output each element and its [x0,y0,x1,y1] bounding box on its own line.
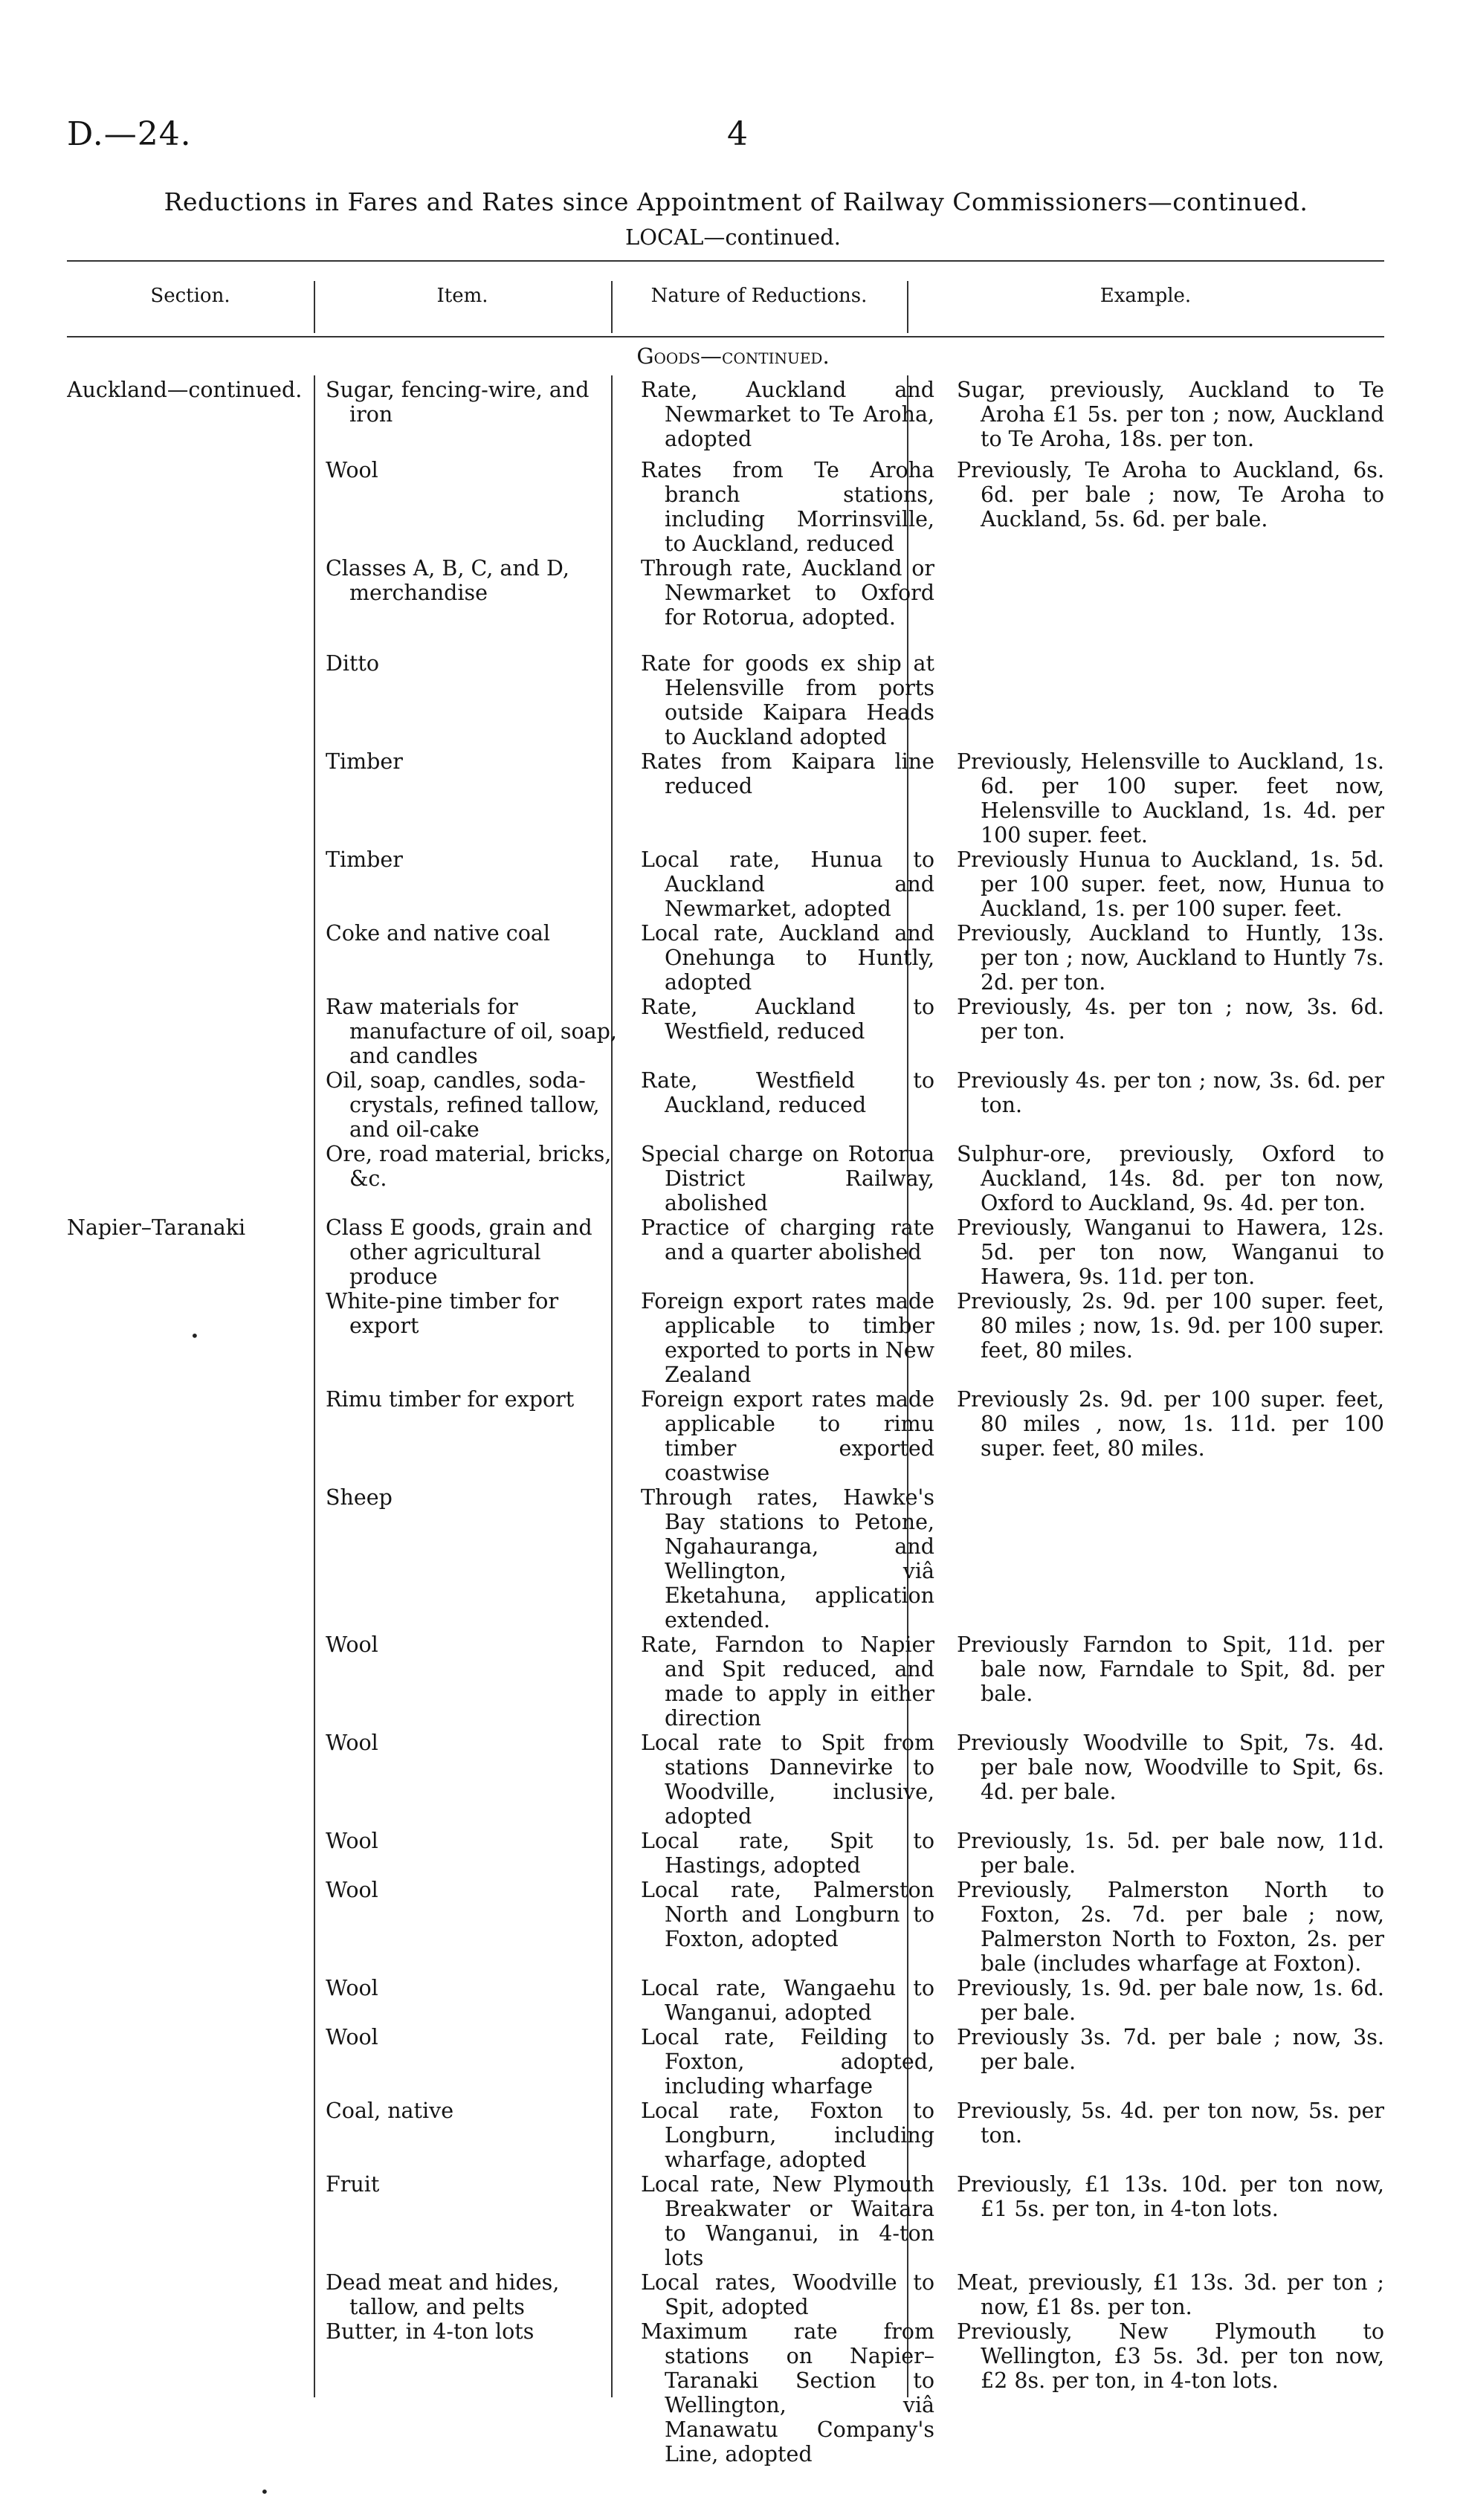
row-item-cell: Coke and native coal [326,921,550,946]
table-row [67,1829,1384,1878]
row-item-cell: Raw materials for manufacture of oil, soap, and candles [326,995,617,1068]
row-example-cell: Previously Woodville to Spit, 7s. 4d. per bale now, Woodville to Spit, 6s. 4d. per bale. [957,1731,1384,1804]
row-item-cell: Timber [326,847,403,872]
table-row [67,1731,1384,1829]
table-row [67,1142,1384,1215]
row-example-cell: Meat, previously, £1 13s. 3d. per ton ; now, £1 8s. per ton. [957,2270,1384,2319]
row-nature-cell: Local rate, Hunua to Auckland and Newmarket, adopted [641,847,934,921]
table-row [67,2099,1384,2172]
table-row [67,1632,1384,1731]
row-item-cell: Oil, soap, candles, soda-crystals, refined tallow, and oil-cake [326,1068,600,1142]
row-item-cell: Wool [326,2025,378,2049]
row-example-cell: Sulphur-ore, previously, Oxford to Auckland, 14s. 8d. per ton now, Oxford to Auckland, 9s. 4d. per ton. [957,1142,1384,1215]
print-speck: • [190,1327,199,1345]
row-item-cell: Wool [326,1632,378,1657]
row-nature-cell: Local rate, New Plymouth Breakwater or Waitara to Wanganui, in 4-ton lots [641,2172,934,2270]
row-item-cell: Dead meat and hides, tallow, and pelts [326,2270,560,2319]
row-item-cell: Wool [326,1976,378,2000]
row-example-cell: Previously, £1 13s. 10d. per ton now, £1 5s. per ton, in 4-ton lots. [957,2172,1384,2221]
row-example-cell: Previously, 2s. 9d. per 100 super. feet, 80 miles ; now, 1s. 9d. per 100 super. feet, 80 miles. [957,1289,1384,1363]
table-row [67,2319,1384,2466]
table-row [67,1878,1384,1976]
table-row [67,1485,1384,1632]
table-row [67,2025,1384,2099]
row-example-cell: Previously 3s. 7d. per bale ; now, 3s. per bale. [957,2025,1384,2074]
row-example-cell: Sugar, previously, Auckland to Te Aroha £1 5s. per ton ; now, Auckland to Te Aroha, 18s. per ton. [957,378,1384,451]
row-item-cell: Butter, in 4-ton lots [326,2319,535,2344]
row-nature-cell: Rate, Auckland to Westfield, reduced [641,995,934,1044]
row-nature-cell: Rate, Auckland and Newmarket to Te Aroha, adopted [641,378,934,451]
row-example-cell: Previously, Helensville to Auckland, 1s. 6d. per 100 super. feet now, Helensville to Auckland, 1s. 4d. per 100 super. feet. [957,749,1384,847]
row-example-cell: Previously Hunua to Auckland, 1s. 5d. per 100 super. feet, now, Hunua to Auckland, 1s. per 100 super. feet. [957,847,1384,921]
row-nature-cell: Local rate to Spit from stations Dannevirke to Woodville, inclusive, adopted [641,1731,934,1829]
row-item-cell: Ore, road material, bricks, &c. [326,1142,612,1191]
row-nature-cell: Through rate, Auckland or Newmarket to Oxford for Rotorua, adopted. [641,556,934,630]
table-row [67,378,1384,458]
row-example-cell: Previously 4s. per ton ; now, 3s. 6d. per ton. [957,1068,1384,1117]
row-item-cell: Wool [326,1829,378,1853]
row-example-cell: Previously, 5s. 4d. per ton now, 5s. per ton. [957,2099,1384,2148]
column-header-section: Section. [150,285,230,307]
column-header-example: Example. [1100,285,1192,307]
row-item-cell: Fruit [326,2172,380,2197]
row-nature-cell: Local rate, Palmerston North and Longburn to Foxton, adopted [641,1878,934,1951]
column-header-nature: Nature of Reductions. [650,285,868,307]
row-nature-cell: Rate, Westfield to Auckland, reduced [641,1068,934,1117]
header-rule-bottom [67,336,1384,337]
row-item-cell: Class E goods, grain and other agricultural produce [326,1215,592,1289]
row-example-cell: Previously, 1s. 5d. per bale now, 11d. per bale. [957,1829,1384,1878]
row-item-cell: Timber [326,749,403,774]
row-item-cell: Sheep [326,1485,393,1510]
row-example-cell: Previously, 1s. 9d. per bale now, 1s. 6d. per bale. [957,1976,1384,2025]
row-nature-cell: Local rate, Auckland and Onehunga to Huntly, adopted [641,921,934,995]
table-row [67,1387,1384,1485]
row-nature-cell: Rates from Kaipara line reduced [641,749,934,798]
row-item-cell: Ditto [326,651,380,676]
row-item-cell: Wool [326,1878,378,1902]
row-item-cell: White-pine timber for export [326,1289,559,1338]
table-row [67,921,1384,995]
row-item-cell: Coal, native [326,2099,454,2123]
table-row [67,847,1384,921]
row-nature-cell: Through rates, Hawke's Bay stations to Petone, Ngahauranga, and Wellington, viâ Eketahuna, application extended. [641,1485,934,1632]
row-example-cell: Previously, 4s. per ton ; now, 3s. 6d. per ton. [957,995,1384,1044]
row-section-cell: Napier–Taranaki [67,1215,246,1240]
table-row [67,2172,1384,2270]
row-item-cell: Wool [326,1731,378,1755]
row-nature-cell: Local rate, Wangaehu to Wanganui, adopted [641,1976,934,2025]
row-nature-cell: Rate for goods ex ship at Helensville from ports outside Kaipara Heads to Auckland adopted [641,651,934,749]
row-example-cell: Previously, Palmerston North to Foxton, 2s. 7d. per bale ; now, Palmerston North to Foxton, 2s. per bale (includes wharfage at Foxton). [957,1878,1384,1976]
table-row [67,995,1384,1068]
row-item-cell: Wool [326,458,378,482]
table-row [67,1068,1384,1142]
row-nature-cell: Rate, Farndon to Napier and Spit reduced, and made to apply in either direction [641,1632,934,1731]
table-row [67,1976,1384,2025]
row-nature-cell: Maximum rate from stations on Napier–Taranaki Section to Wellington, viâ Manawatu Company's Line, adopted [641,2319,934,2466]
header-rule-top [67,260,1384,262]
reductions-table [67,378,1384,2466]
group-heading: Goods—continued. [636,343,830,369]
table-row [67,458,1384,556]
table-row [67,1289,1384,1387]
row-nature-cell: Local rate, Foxton to Longburn, including wharfage, adopted [641,2099,934,2172]
row-example-cell: Previously, Te Aroha to Auckland, 6s. 6d. per bale ; now, Te Aroha to Auckland, 5s. 6d. per bale. [957,458,1384,532]
table-row [67,556,1384,651]
row-nature-cell: Foreign export rates made applicable to rimu timber exported coastwise [641,1387,934,1485]
row-nature-cell: Local rate, Spit to Hastings, adopted [641,1829,934,1878]
row-nature-cell: Foreign export rates made applicable to timber exported to ports in New Zealand [641,1289,934,1387]
row-example-cell: Previously, Auckland to Huntly, 13s. per ton ; now, Auckland to Huntly 7s. 2d. per ton. [957,921,1384,995]
row-nature-cell: Local rates, Woodville to Spit, adopted [641,2270,934,2319]
row-example-cell: Previously Farndon to Spit, 11d. per bale now, Farndale to Spit, 8d. per bale. [957,1632,1384,1706]
column-header-item: Item. [436,285,488,307]
page-id: D.—24. [67,115,192,153]
table-row [67,749,1384,847]
row-section-cell: Auckland—continued. [67,378,303,402]
print-speck: • [260,2483,269,2501]
row-item-cell: Rimu timber for export [326,1387,575,1412]
page-title: Reductions in Fares and Rates since Appointment of Railway Commissioners—continued. [164,187,1308,216]
row-nature-cell: Rates from Te Aroha branch stations, including Morrinsville, to Auckland, reduced [641,458,934,556]
page-number: 4 [727,115,748,153]
table-row [67,651,1384,749]
row-example-cell: Previously, New Plymouth to Wellington, £3 5s. 3d. per ton now, £2 8s. per ton, in 4-ton lots. [957,2319,1384,2393]
row-example-cell: Previously 2s. 9d. per 100 super. feet, 80 miles , now, 1s. 11d. per 100 super. feet, 80 miles. [957,1387,1384,1461]
row-nature-cell: Special charge on Rotorua District Railway, abolished [641,1142,934,1215]
row-item-cell: Sugar, fencing-wire, and iron [326,378,590,427]
row-example-cell: Previously, Wanganui to Hawera, 12s. 5d. per ton now, Wanganui to Hawera, 9s. 11d. per ton. [957,1215,1384,1289]
table-row [67,1215,1384,1289]
table-row [67,2270,1384,2319]
row-nature-cell: Local rate, Feilding to Foxton, adopted, including wharfage [641,2025,934,2099]
row-item-cell: Classes A, B, C, and D, merchandise [326,556,569,605]
row-nature-cell: Practice of charging rate and a quarter abolished [641,1215,934,1264]
page-subtitle: LOCAL—continued. [624,224,842,250]
